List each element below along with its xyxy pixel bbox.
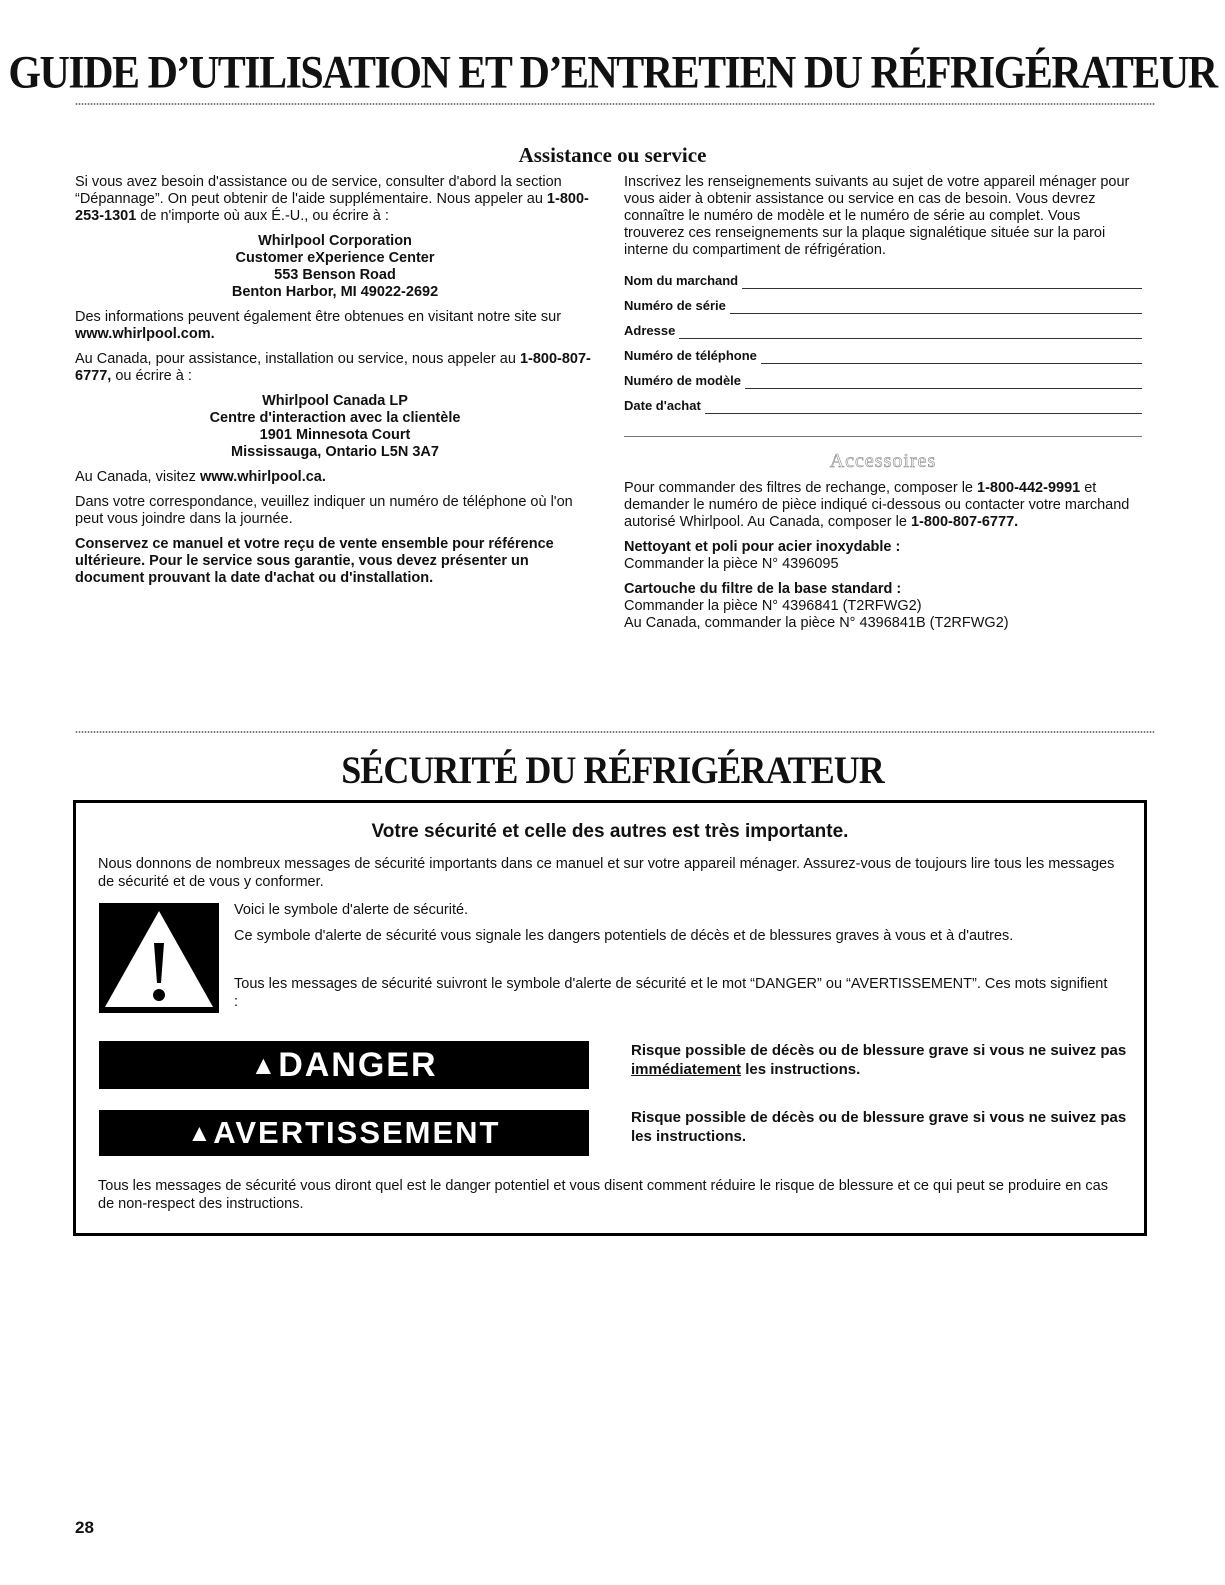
danger-description: Risque possible de décès ou de blessure grave si vous ne suivez pas immédiatement les instructions.: [631, 1042, 1127, 1078]
website-paragraph: Des informations peuvent également être obtenues en visitant notre site sur www.whirlpool.com.: [75, 309, 562, 342]
page-title: GUIDE D’UTILISATION ET D’ENTRETIEN DU RÉFRIGÉRATEUR: [8, 47, 1217, 99]
dealer-name-field[interactable]: Nom du marchand: [624, 271, 1142, 289]
danger-label: ▲DANGER: [99, 1041, 589, 1089]
safety-heading: Votre sécurité et celle des autres est très importante.: [371, 821, 849, 842]
serial-number-field[interactable]: Numéro de série: [624, 296, 1142, 314]
accessories-paragraph: Pour commander des filtres de rechange, composer le 1-800-442-9991 et demander le numéro de pièce indiqué ci-dessous ou contacter votre marchand autorisé Whirlpool. Au Canada, composer le 1-800-807-6777.: [624, 480, 1130, 530]
us-website-link[interactable]: www.whirlpool.com.: [75, 326, 215, 342]
canada-address: Whirlpool Canada LP Centre d'interaction avec la clientèle 1901 Minnesota Court Mississauga, Ontario L5N 3A7: [209, 393, 461, 460]
purchase-date-field[interactable]: Date d'achat: [624, 396, 1142, 414]
safety-box: [73, 800, 1147, 1236]
canada-website-link[interactable]: www.whirlpool.ca.: [199, 469, 326, 485]
form-divider: [624, 436, 1142, 437]
safety-alert-icon: [99, 903, 219, 1013]
record-form: [624, 271, 1142, 414]
assistance-title: Assistance ou service: [518, 143, 707, 167]
canada-phone-number: 1-800-807-6777,: [75, 351, 591, 384]
warning-triangle-icon: ▲: [250, 1050, 279, 1080]
assistance-paragraph: Si vous avez besoin d'assistance ou de service, consulter d'abord la section “Dépannage”. On peut obtenir de l'aide supplémentaire. Nous appeler au 1-800-253-1301 de n'importe où aux É.-U., ou écrire à :: [75, 174, 589, 224]
assistance-right-column: [624, 174, 1142, 632]
us-phone-number: 1-800-253-1301: [75, 191, 589, 224]
correspondence-paragraph: Dans votre correspondance, veuillez indiquer un numéro de téléphone où l'on peut vous joindre dans la journée.: [75, 494, 573, 527]
dotted-divider: [75, 102, 1155, 106]
safety-footer: Tous les messages de sécurité vous diront quel est le danger potentiel et vous disent comment réduire le risque de blessure et ce qui peut se produire en cas de non-respect des instructions.: [98, 1178, 1108, 1212]
warning-triangle-icon: ▲: [187, 1120, 214, 1147]
accessory-item-filter: Cartouche du filtre de la base standard : Commander la pièce N° 4396841 (T2RFWG2) Au Canada, commander la pièce N° 4396841B (T2RFWG2): [624, 581, 1009, 631]
filter-phone-number: 1-800-442-9991: [977, 480, 1081, 496]
phone-number-field[interactable]: Numéro de téléphone: [624, 346, 1142, 364]
safety-intro: Nous donnons de nombreux messages de sécurité importants dans ce manuel et sur votre appareil ménager. Assurez-vous de toujours lire tous les messages de sécurité et de vous y conformer.: [98, 856, 1115, 890]
record-info-paragraph: Inscrivez les renseignements suivants au sujet de votre appareil ménager pour vous aider à obtenir assistance ou service en cas de besoin. Vous devrez connaître le numéro de modèle et le numéro de série au complet. Vous trouverez ces renseignements sur la plaque signalétique située sur la paroi interne du compartiment de réfrigération.: [624, 174, 1130, 258]
accessories-title: Accessoires: [829, 450, 937, 472]
canada-paragraph: Au Canada, pour assistance, installation ou service, nous appeler au 1-800-807-6777, ou écrire à :: [75, 351, 591, 384]
us-address: Whirlpool Corporation Customer eXperience Center 553 Benson Road Benton Harbor, MI 49022-2692: [231, 233, 439, 300]
dotted-divider: [75, 730, 1155, 734]
address-field[interactable]: Adresse: [624, 321, 1142, 339]
keep-manual-paragraph: Conservez ce manuel et votre reçu de vente ensemble pour référence ultérieure. Pour le service sous garantie, vous devez présenter un document prouvant la date d'achat ou d'installation.: [75, 536, 554, 586]
warning-description: Risque possible de décès ou de blessure grave si vous ne suivez pas les instructions.: [631, 1109, 1127, 1145]
page-number: 28: [75, 1518, 94, 1537]
model-number-field[interactable]: Numéro de modèle: [624, 371, 1142, 389]
symbol-description: Ce symbole d'alerte de sécurité vous signale les dangers potentiels de décès et de blessures graves à vous et à d'autres.: [234, 928, 1014, 944]
canada-accessory-phone: 1-800-807-6777.: [910, 514, 1019, 530]
safety-title: SÉCURITÉ DU RÉFRIGÉRATEUR: [341, 748, 884, 792]
accessory-item-cleaner: Nettoyant et poli pour acier inoxydable : Commander la pièce N° 4396095: [624, 539, 901, 572]
canada-website-paragraph: Au Canada, visitez www.whirlpool.ca.: [75, 469, 326, 485]
symbol-line: Voici le symbole d'alerte de sécurité.: [234, 902, 469, 918]
warning-label: ▲AVERTISSEMENT: [99, 1110, 589, 1156]
assistance-left-column: [75, 174, 595, 595]
signal-words-description: Tous les messages de sécurité suivront le symbole d'alerte de sécurité et le mot “DANGER” ou “AVERTISSEMENT”. Ces mots signifient :: [234, 976, 1108, 1010]
